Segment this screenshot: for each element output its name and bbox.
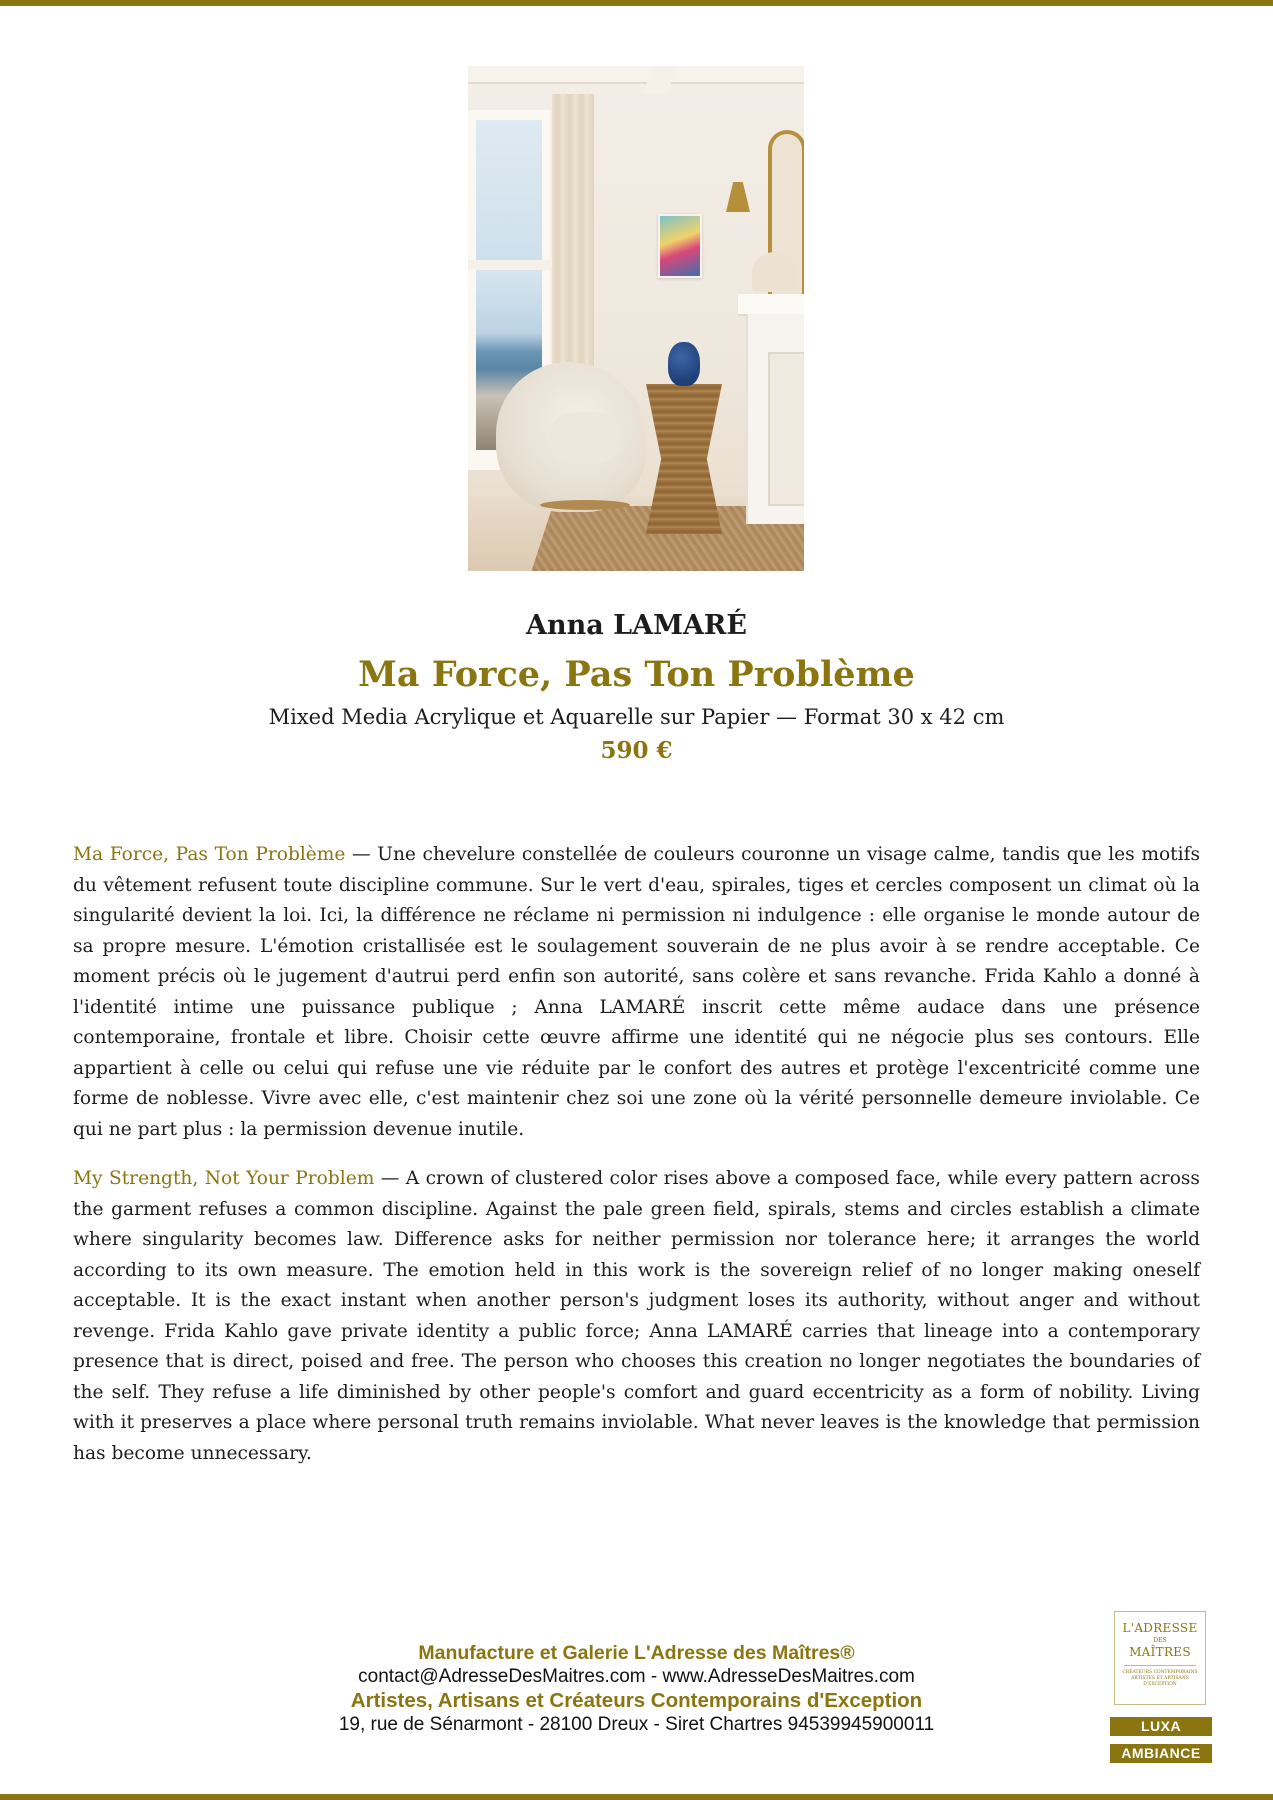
photo-mantel <box>738 294 804 316</box>
photo-blue-vase <box>668 342 700 386</box>
photo-ceiling-beam <box>468 66 804 84</box>
artist-name: Anna LAMARÉ <box>526 610 747 641</box>
footer-tagline: Artistes, Artisans et Créateurs Contemporains d'Exception <box>350 1689 923 1712</box>
footer-contact: contact@AdresseDesMaitres.com - www.AdresseDesMaitres.com <box>358 1666 915 1687</box>
footer-gallery-name: Manufacture et Galerie L'Adresse des Maîtres® <box>418 1642 855 1664</box>
photo-fireplace-opening <box>768 352 804 506</box>
artwork-medium: Mixed Media Acrylique et Aquarelle sur Papier — Format 30 x 42 cm <box>268 705 1005 729</box>
photo-wall-sconce <box>726 182 750 212</box>
description-english-lead: My Strength, Not Your Problem <box>73 1168 375 1189</box>
description-french-body: — Une chevelure constellée de couleurs couronne un visage calme, tandis que les motifs du vêtement refusent toute discipline commune. Sur le vert d'eau, spirales, tiges et cercles composent un climat où la singularité devient la loi. Ici, la différence ne réclame ni permission ni indulgence : elle organise le monde autour de sa propre mesure. L'émotion cristallisée est le soulagement souverain de ne plus avoir à se rendre acceptable. Ce moment précis où le jugement d'autrui perd enfin son autorité, sans colère et sans revanche. Frida Kahlo a donné à l'identité intime une puissance publique ; Anna LAMARÉ inscrit cette même audace dans une présence contemporaine, frontale et libre. Choisir cette œuvre affirme une identité qui ne négocie plus ses contours. Elle appartient à celle ou celui qui refuse une vie réduite par le confort des autres et protège l'excentricité comme une forme de noblesse. Vivre avec elle, c'est maintenir chez soi une zone où la vérité personnelle demeure inviolable. Ce qui ne part plus : la permission devenue inutile. <box>73 844 1200 1140</box>
logo-line-adresse: L'ADRESSE <box>1122 1621 1198 1635</box>
description-french-lead: Ma Force, Pas Ton Problème <box>73 844 346 865</box>
bottom-border-rule <box>0 1794 1273 1800</box>
description-english-body: — A crown of clustered color rises above a composed face, while every pattern across the garment refuses a common discipline. Against the pale green field, spirals, stems and circles establish a climate where singularity becomes law. Difference asks for neither permission nor tolerance here; it arranges the world according to its own measure. The emotion held in this work is the sovereign relief of no longer making oneself acceptable. It is the exact instant when another person's judgment loses its authority, without anger and without revenge. Frida Kahlo gave private identity a public force; Anna LAMARÉ carries that lineage into a contemporary presence that is direct, poised and free. The person who chooses this creation no longer negotiates the boundaries of the self. They refuse a life diminished by other people's comfort and guard eccentricity as a form of nobility. Living with it preserves a place where personal truth remains inviolable. What never leaves is the knowledge that permission has become unnecessary. <box>73 1168 1200 1464</box>
description-english <box>73 1164 1200 1469</box>
description-french <box>73 840 1200 1145</box>
top-border-rule <box>0 0 1273 6</box>
photo-armchair-base <box>540 500 630 510</box>
photo-window-pane-top <box>476 120 542 260</box>
artwork-price: 590 € <box>600 737 673 764</box>
photo-artwork-on-wall <box>658 214 702 278</box>
photo-side-table <box>646 384 722 534</box>
photo-window-bar <box>468 260 550 270</box>
artwork-title: Ma Force, Pas Ton Problème <box>358 654 915 695</box>
logo-divider <box>1124 1665 1196 1666</box>
photo-coral-decor <box>752 252 798 292</box>
artwork-interior-photo <box>468 66 804 571</box>
footer-address: 19, rue de Sénarmont - 28100 Dreux - Siret Chartres 94539945900011 <box>338 1714 935 1735</box>
gallery-footer <box>0 1642 1273 1736</box>
gallery-logo <box>1114 1611 1206 1705</box>
logo-line-maitres: MAÎTRES <box>1129 1645 1191 1659</box>
badge-ambiance: AMBIANCE <box>1110 1744 1212 1763</box>
badge-luxa: LUXA <box>1110 1717 1212 1736</box>
logo-line-des: DES <box>1153 1637 1167 1644</box>
photo-armchair-cushion <box>550 412 620 464</box>
logo-subtitle: CRÉATEURS CONTEMPORAINS ARTISTES ET ARTISANS D'EXCEPTION <box>1122 1670 1198 1687</box>
